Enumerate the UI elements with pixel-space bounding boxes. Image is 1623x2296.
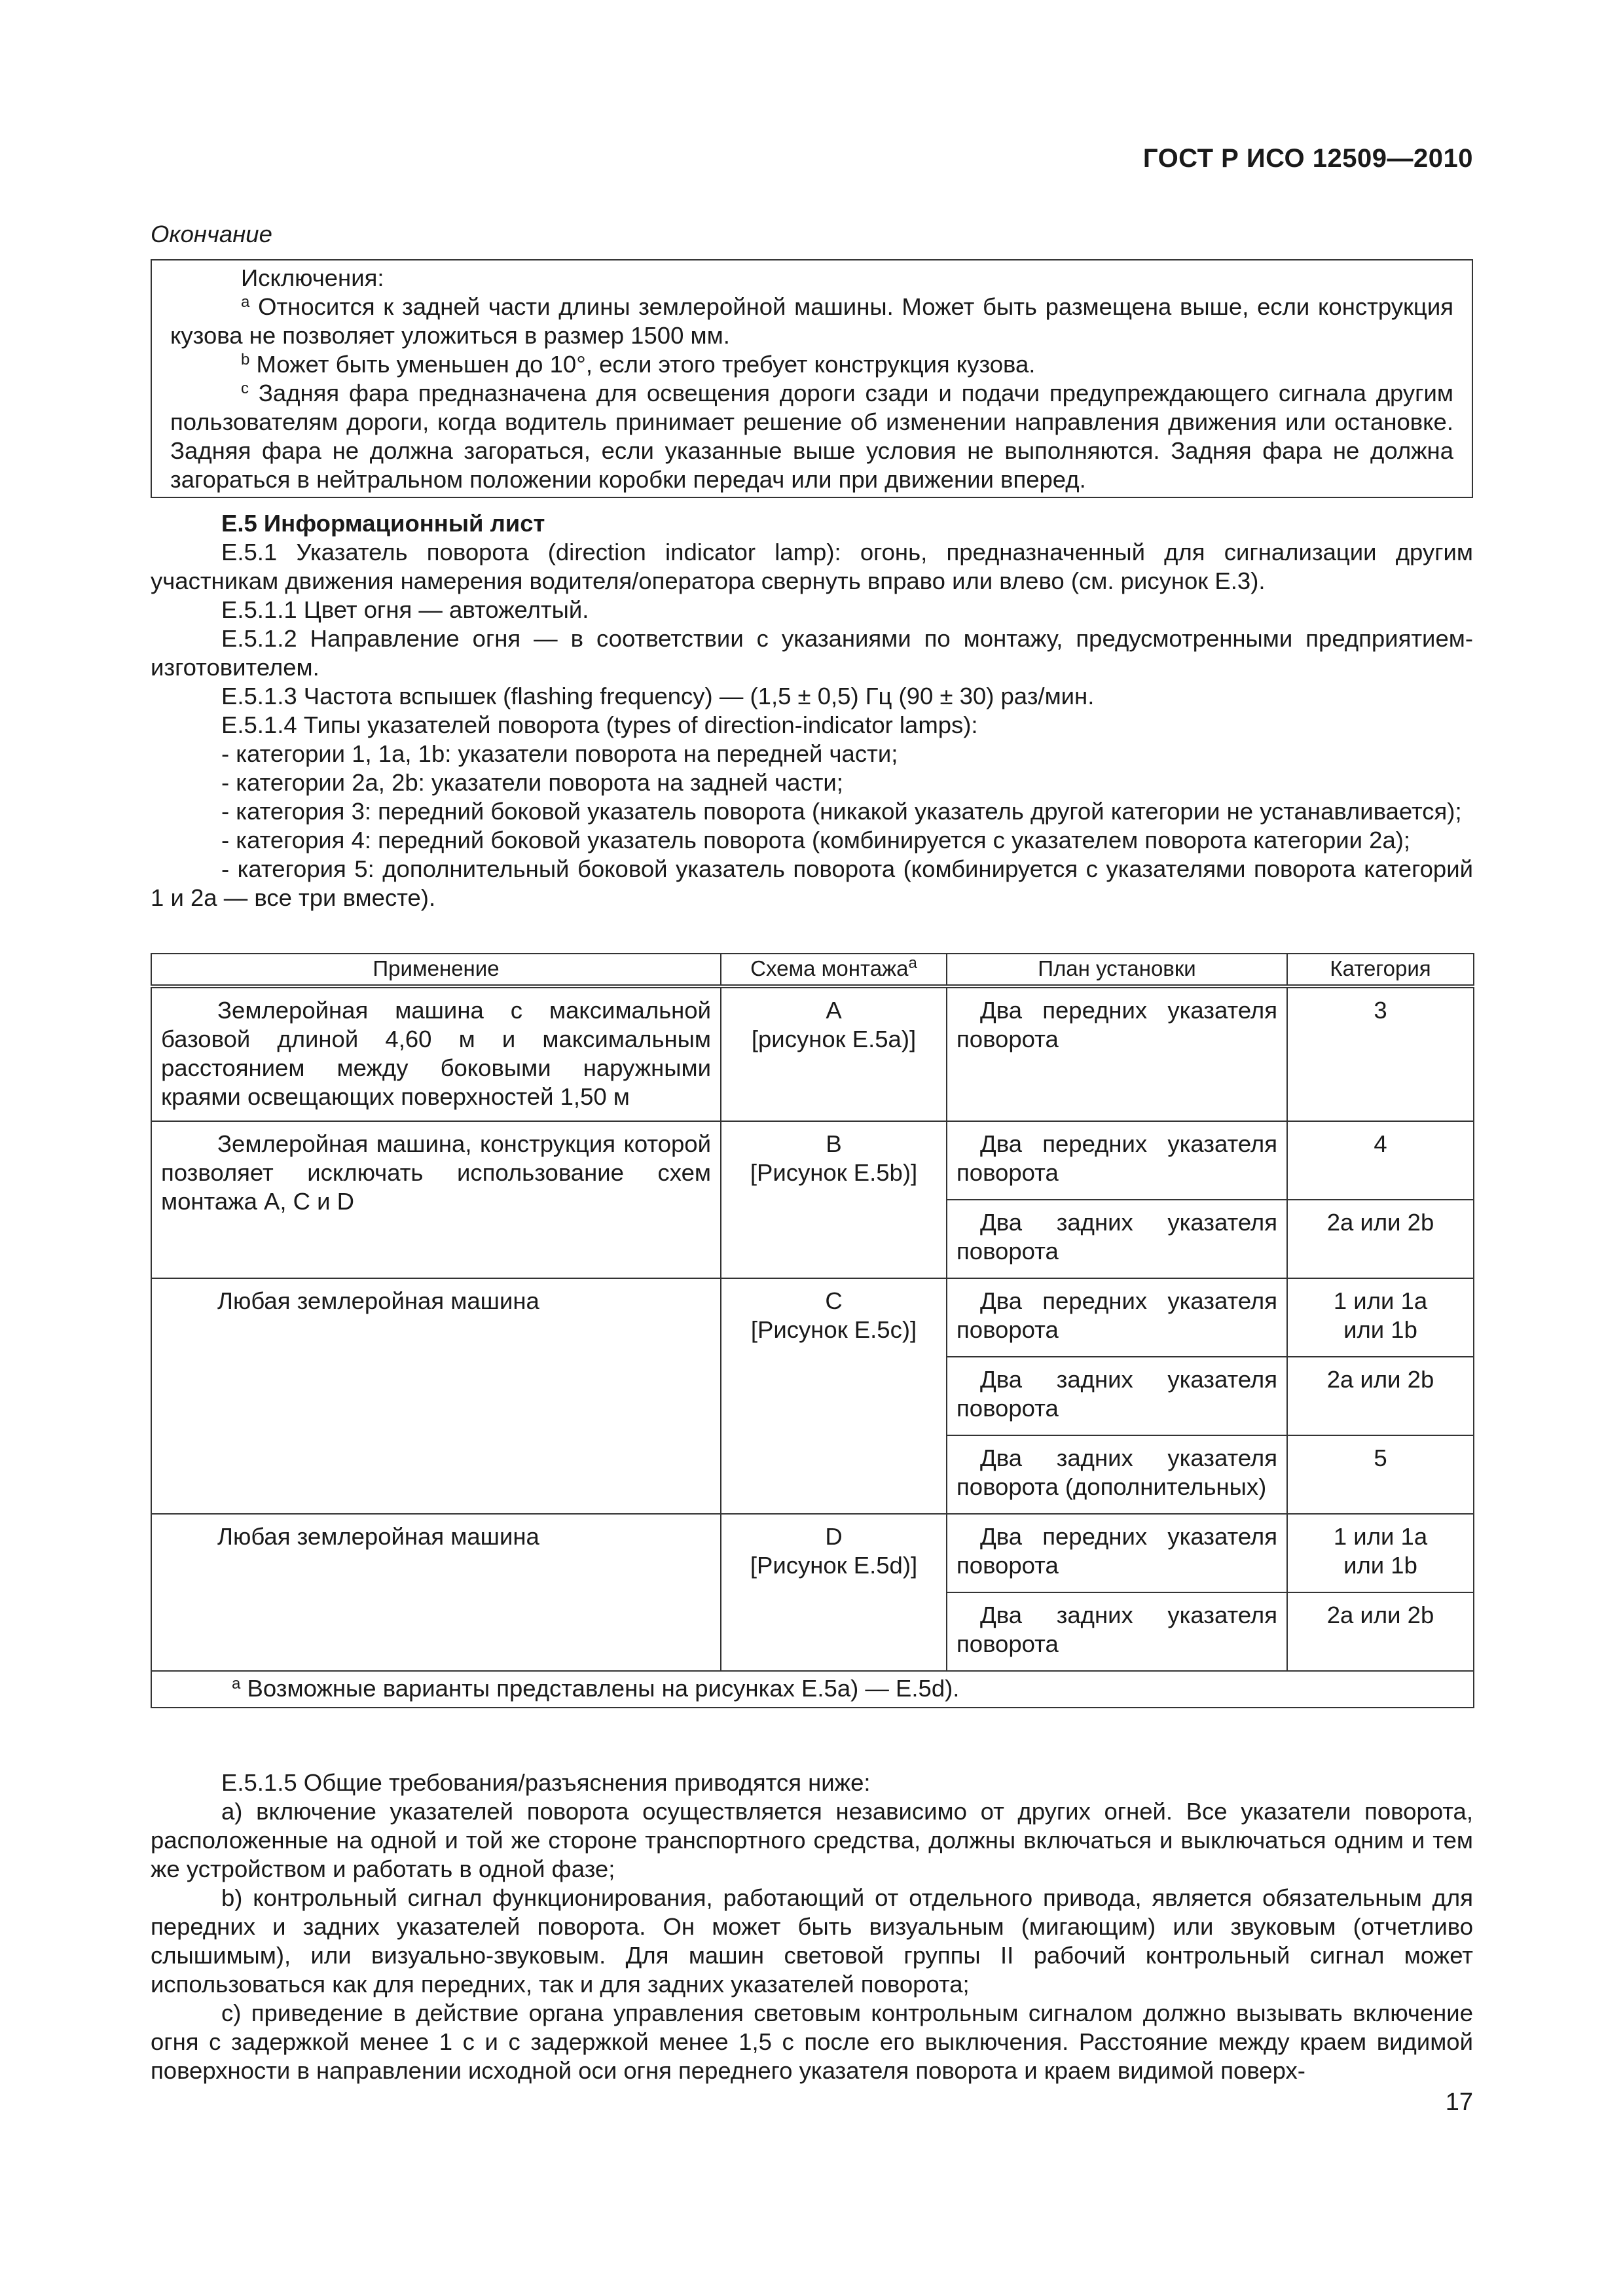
- category-cell: 5: [1287, 1435, 1474, 1514]
- paragraph: Е.5.1.4 Типы указателей поворота (types of direction-indicator lamps):: [221, 711, 978, 738]
- application-cell: Землеройная машина, конструкция которой позволяет исключать использование схем монтажа A, C и D: [151, 1121, 721, 1278]
- paragraph: Е.5.1.3 Частота вспышек (flashing frequency) — (1,5 ± 0,5) Гц (90 ± 30) раз/мин.: [221, 683, 1095, 709]
- exception-note: $^b$ Может быть уменьшен до 10°, если этого требует конструкция кузова.: [241, 351, 1036, 378]
- exception-note: $^a$ Относится к задней части длины землеройной машины. Может быть размещена выше, если конструкция кузова не позволяет уложиться в размер 1500 мм.: [170, 293, 1453, 349]
- section-heading: Е.5 Информационный лист: [221, 510, 545, 537]
- plan-cell: Два задних указателя поворота: [947, 1592, 1287, 1671]
- exception-note: $^c$ Задняя фара предназначена для освещения дороги сзади и подачи предупреждающего сигнала другим пользователям дороги, когда водитель принимает решение об изменении направления движения или остановке. Задняя фара не должна загораться, если указанные выше условия не выполняются. Задняя фара не должна загораться в нейтральном положении коробки передач или при движении вперед.: [170, 380, 1453, 493]
- scheme-cell: C [Рисунок Е.5c)]: [721, 1278, 947, 1514]
- table-footnote-row: [151, 1671, 1474, 1708]
- exceptions-title: Исключения:: [241, 264, 384, 291]
- paragraph: Е.5.1.5 Общие требования/разъяснения приводятся ниже:: [221, 1769, 871, 1796]
- header-plan: План установки: [947, 954, 1287, 986]
- after-table-text: [151, 1768, 1473, 2085]
- category-cell: 4: [1287, 1121, 1474, 1200]
- list-item: - категории 1, 1a, 1b: указатели поворота на передней части;: [221, 740, 898, 767]
- list-item: - категория 3: передний боковой указатель поворота (никакой указатель другой категории не устанавливается);: [221, 798, 1462, 825]
- category-cell: 2a или 2b: [1287, 1200, 1474, 1278]
- table-header-row: [151, 954, 1474, 986]
- category-cell: 2a или 2b: [1287, 1357, 1474, 1435]
- plan-cell: Два задних указателя поворота: [947, 1200, 1287, 1278]
- scheme-cell: A [рисунок Е.5a)]: [721, 986, 947, 1121]
- application-cell: Любая землеройная машина: [151, 1514, 721, 1671]
- category-cell: 2a или 2b: [1287, 1592, 1474, 1671]
- page-number: 17: [1445, 2089, 1473, 2116]
- paragraph: b) контрольный сигнал функционирования, работающий от отдельного привода, является обязательным для передних и задних указателей поворота. Он может быть визуальным (мигающим) или звуковым (отчетливо слышимым), или визуально-звуковым. Для машин световой группы II рабочий контрольный сигнал может использоваться как для передних, так и для задних указателей поворота;: [151, 1884, 1473, 1998]
- scheme-cell: D [Рисунок Е.5d)]: [721, 1514, 947, 1671]
- plan-cell: Два задних указателя поворота (дополнительных): [947, 1435, 1287, 1514]
- paragraph: Е.5.1 Указатель поворота (direction indicator lamp): огонь, предназначенный для сигнализации другим участникам движения намерения водителя/оператора свернуть вправо или влево (см. рисунок Е.3).: [151, 539, 1473, 594]
- continuation-label: Окончание: [151, 221, 272, 247]
- paragraph: c) приведение в действие органа управления световым контрольным сигналом должно вызывать включение огня с задержкой менее 1 с и с задержкой менее 1,5 с после его выключения. Расстояние между краем видимой поверхности в направлении исходной оси огня переднего указателя поворота и краем видимой поверх-: [151, 2000, 1473, 2084]
- exceptions-box: [151, 259, 1473, 498]
- plan-cell: Два передних указателя поворота: [947, 1278, 1287, 1357]
- section-e5: [151, 509, 1473, 912]
- plan-cell: Два передних указателя поворота: [947, 1121, 1287, 1200]
- table-footnote: $^a$ Возможные варианты представлены на рисунках Е.5a) — Е.5d).: [151, 1671, 1474, 1708]
- category-cell: 3: [1287, 986, 1474, 1121]
- scheme-cell: B [Рисунок Е.5b)]: [721, 1121, 947, 1278]
- document-header: ГОСТ Р ИСО 12509—2010: [1142, 144, 1473, 173]
- paragraph: Е.5.1.2 Направление огня — в соответствии с указаниями по монтажу, предусмотренными предприятием-изготовителем.: [151, 625, 1473, 681]
- table-row: [151, 1121, 1474, 1200]
- indicator-table: [151, 953, 1474, 1708]
- category-cell: 1 или 1a или 1b: [1287, 1278, 1474, 1357]
- plan-cell: Два задних указателя поворота: [947, 1357, 1287, 1435]
- list-item: - категория 5: дополнительный боковой указатель поворота (комбинируется с указателями поворота категорий 1 и 2a — все три вместе).: [151, 855, 1473, 911]
- header-scheme: Схема монтажа$^a$: [721, 954, 947, 986]
- table-row: [151, 986, 1474, 1121]
- header-category: Категория: [1287, 954, 1474, 986]
- application-cell: Любая землеройная машина: [151, 1278, 721, 1514]
- table-row: [151, 1514, 1474, 1592]
- plan-cell: Два передних указателя поворота: [947, 986, 1287, 1121]
- paragraph: Е.5.1.1 Цвет огня — автожелтый.: [221, 596, 589, 623]
- header-application: Применение: [151, 954, 721, 986]
- list-item: - категория 4: передний боковой указатель поворота (комбинируется с указателем поворота категории 2a);: [221, 827, 1411, 853]
- paragraph: a) включение указателей поворота осуществляется независимо от других огней. Все указатели поворота, расположенные на одной и той же стороне транспортного средства, должны включаться и выключаться одним и тем же устройством и работать в одной фазе;: [151, 1798, 1473, 1882]
- list-item: - категории 2a, 2b: указатели поворота на задней части;: [221, 769, 843, 796]
- category-cell: 1 или 1a или 1b: [1287, 1514, 1474, 1592]
- application-cell: Землеройная машина с максимальной базовой длиной 4,60 м и максимальным расстоянием между боковыми наружными краями освещающих поверхностей 1,50 м: [151, 986, 721, 1121]
- table-row: [151, 1278, 1474, 1357]
- plan-cell: Два передних указателя поворота: [947, 1514, 1287, 1592]
